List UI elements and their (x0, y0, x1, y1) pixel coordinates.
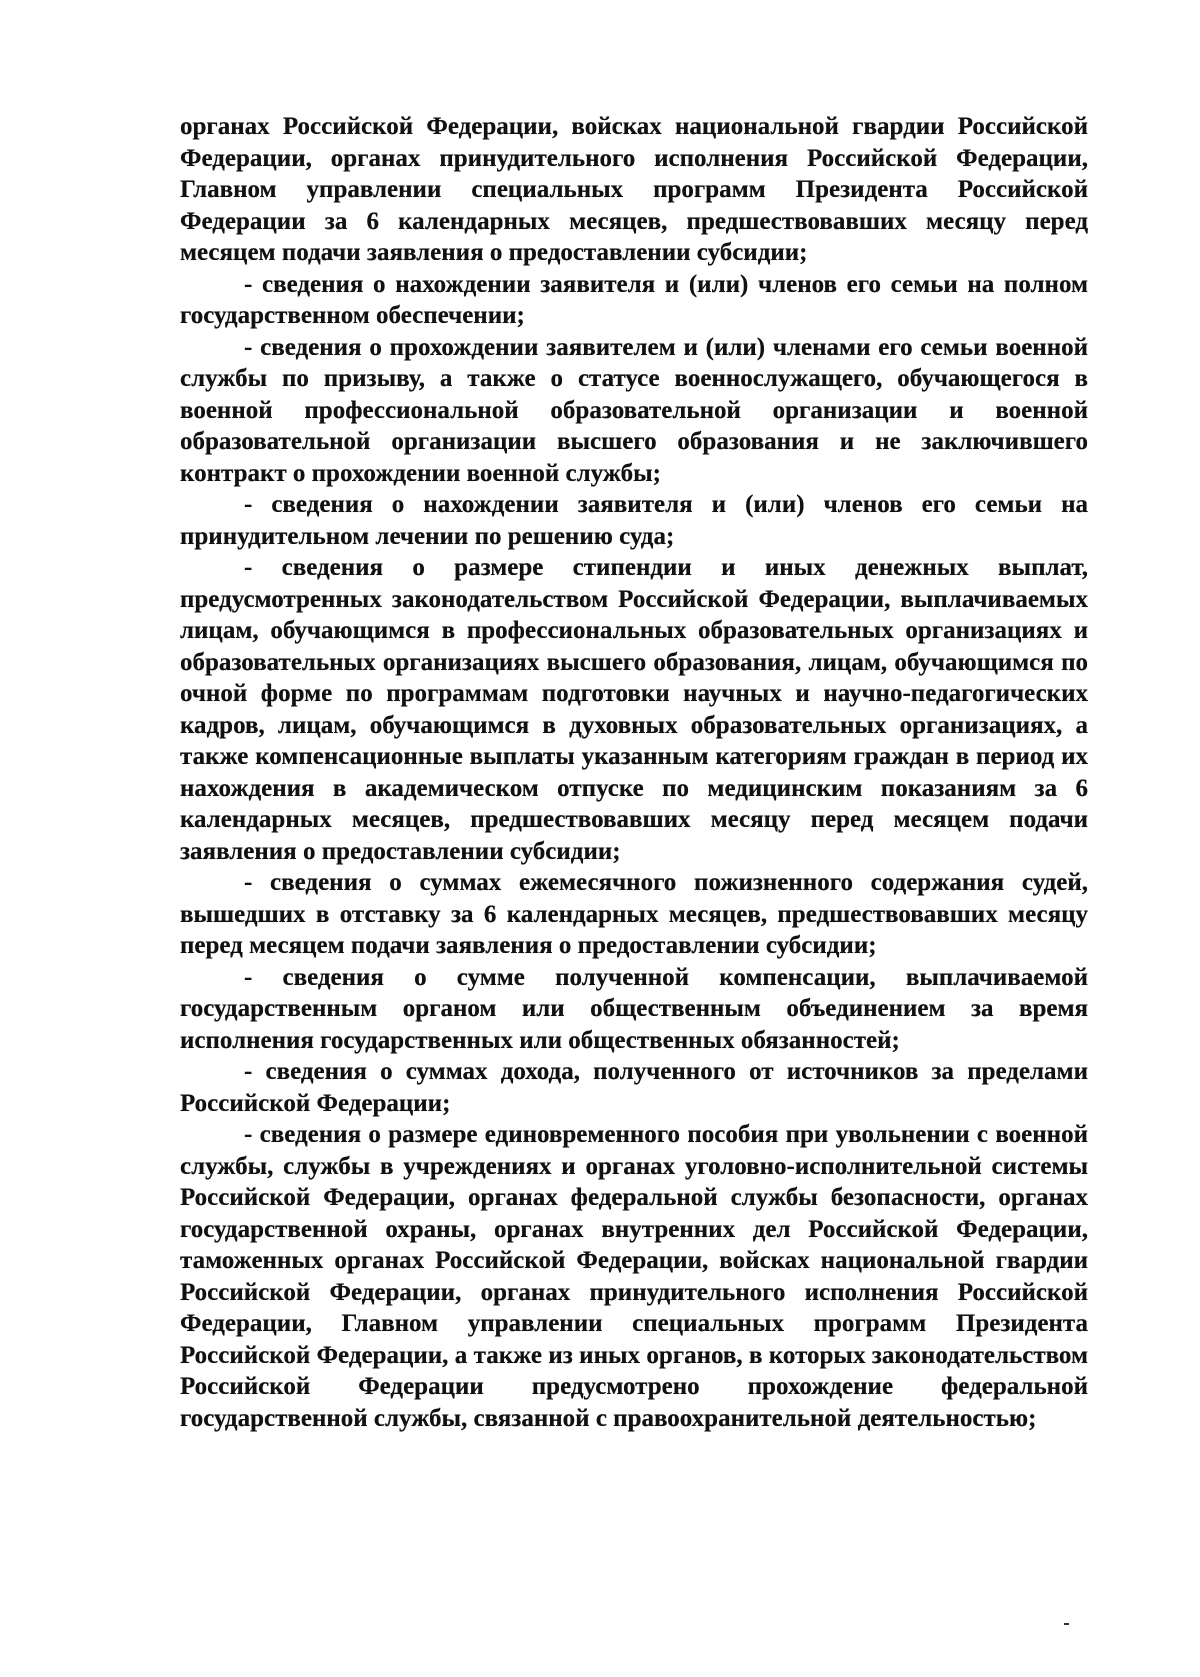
list-item-judges-allowance: - сведения о суммах ежемесячного пожизненного содержания судей, вышедших в отставку за 6 календарных месяцев, предшествовавших месяцу перед месяцем подачи заявления о предоставлении субсидии; (180, 869, 1088, 959)
document-body (180, 111, 1088, 1434)
list-item-stipend: - сведения о размере стипендии и иных денежных выплат, предусмотренных законодательством Российской Федерации, выплачиваемых лицам, обучающимся в профессиональных образовательных организациях и образовательных организациях высшего образования, лицам, обучающимся по очной форме по программам подготовки научных и научно-педагогических кадров, лицам, обучающимся в духовных образовательных организациях, а также компенсационные выплаты указанным категориям граждан в период их нахождения в академическом отпуске по медицинским показаниям за 6 календарных месяцев, предшествовавших месяцу перед месяцем подачи заявления о предоставлении субсидии; (180, 554, 1088, 865)
list-item-military-conscription: - сведения о прохождении заявителем и (или) членами его семьи военной службы по призыву, а также о статусе военнослужащего, обучающегося в военной профессиональной образовательной организации и военной образовательной организации высшего образования и не заключившего контракт о прохождении военной службы; (180, 333, 1088, 487)
list-item-severance-allowance: - сведения о размере единовременного пособия при увольнении с военной службы, службы в учреждениях и органах уголовно-исполнительной системы Российской Федерации, органах федеральной службы безопасности, органах государственной охраны, органах внутренних дел Российской Федерации, таможенных органах Российской Федерации, войсках национальной гвардии Российской Федерации, органах принудительного исполнения Российской Федерации, Главном управлении специальных программ Президента Российской Федерации, а также из иных органов, в которых законодательством Российской Федерации предусмотрено прохождение федеральной государственной службы, связанной с правоохранительной деятельностью; (180, 1121, 1088, 1432)
lead-paragraph: органах Российской Федерации, войсках национальной гвардии Российской Федерации, органах принудительного исполнения Российской Федерации, Главном управлении специальных программ Президента Российской Федерации за 6 календарных месяцев, предшествовавших месяцу перед месяцем подачи заявления о предоставлении субсидии; (180, 113, 1088, 266)
list-item-compensation: - сведения о сумме полученной компенсации, выплачиваемой государственным органом или общественным объединением за время исполнения государственных или общественных обязанностей; (180, 963, 1088, 1054)
list-item-full-state-support: - сведения о нахождении заявителя и (или) членов его семьи на полном государственном обеспечении; (180, 270, 1088, 329)
scan-speck (1064, 1623, 1069, 1625)
list-item-compulsory-treatment: - сведения о нахождении заявителя и (или) членов его семьи на принудительном лечении по решению суда; (180, 491, 1088, 550)
list-item-foreign-income: - сведения о суммах дохода, полученного от источников за пределами Российской Федерации; (180, 1058, 1088, 1117)
